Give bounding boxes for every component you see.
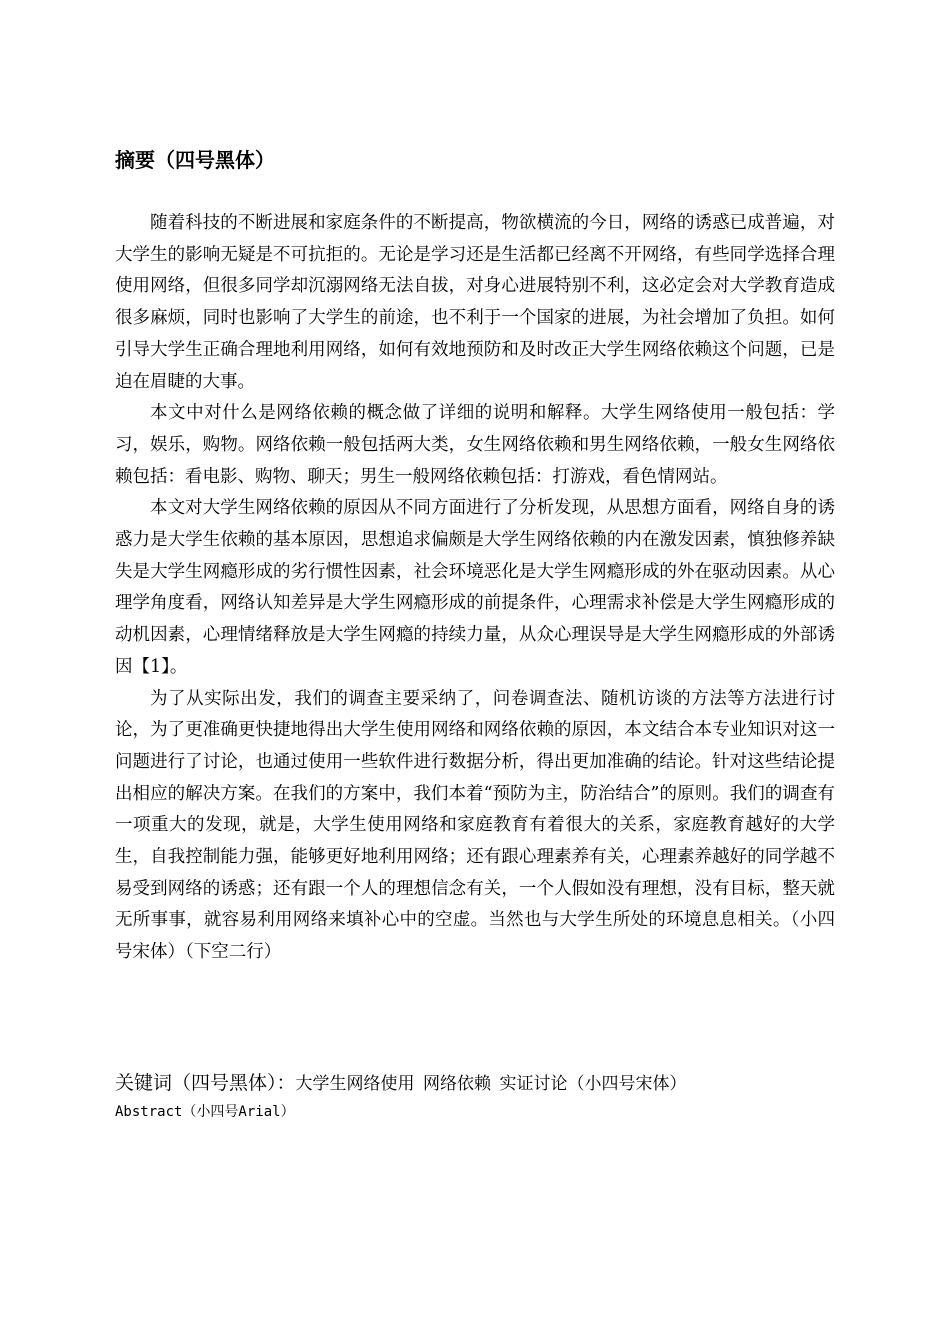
abstract-heading-en: Abstract（小四号Arial） (115, 1104, 295, 1120)
keywords-list (296, 1074, 687, 1094)
paragraph-4: 为了从实际出发，我们的调查主要采纳了，问卷调查法、随机访谈的方法等方法进行讨论，为了更准确更快捷地得出大学生使用网络和网络依赖的原因，本文结合本专业知识对这一问题进行了讨论，也通过使用一些软件进行数据分析，得出更加准确的结论。针对这些结论提出相应的解决方案。在我们的方案中，我们本着“预防为主，防治结合”的原则。我们的调查有一项重大的发现，就是，大学生使用网络和家庭教育有着很大的关系，家庭教育越好的大学生，自我控制能力强，能够更好地利用网络；还有跟心理素养有关，心理素养越好的同学越不易受到网络的诱惑；还有跟一个人的理想信念有关，一个人假如没有理想，没有目标，整天就无所事事，就容易利用网络来填补心中的空虚。当然也与大学生所处的环境息息相关。（小四号宋体）（下空二行） (115, 688, 835, 963)
keywords-label: 关键词（四号黑体）： (115, 1072, 296, 1094)
keyword-item: 实证讨论（小四号宋体） (499, 1074, 687, 1094)
paragraph-1: 随着科技的不断进展和家庭条件的不断提高，物欲横流的今日，网络的诱惑已成普遍，对大学生的影响无疑是不可抗拒的。无论是学习还是生活都已经离不开网络，有些同学选择合理使用网络，但很多同学却沉溺网络无法自拔，对身心进展特别不利，这必定会对大学教育造成很多麻烦，同时也影响了大学生的前途，也不利于一个国家的进展，为社会增加了负担。如何引导大学生正确合理地利用网络，如何有效地预防和及时改正大学生网络依赖这个问题，已是迫在眉睫的大事。 (115, 213, 835, 392)
keyword-item: 网络依赖 (423, 1074, 492, 1094)
abstract-heading-cn: 摘要（四号黑体） (115, 148, 275, 172)
paragraph-3: 本文对大学生网络依赖的原因从不同方面进行了分析发现，从思想方面看，网络自身的诱惑力是大学生依赖的基本原因，思想追求偏颇是大学生网络依赖的内在激发因素，慎独修养缺失是大学生网瘾形成的劣行惯性因素，社会环境恶化是大学生网瘾形成的外在驱动因素。从心理学角度看，网络认知差异是大学生网瘾形成的前提条件，心理需求补偿是大学生网瘾形成的动机因素，心理情绪释放是大学生网瘾的持续力量，从众心理误导是大学生网瘾形成的外部诱因【1】。 (115, 498, 835, 677)
keywords-line (115, 1068, 687, 1099)
paragraph-2: 本文中对什么是网络依赖的概念做了详细的说明和解释。大学生网络使用一般包括：学习，娱乐，购物。网络依赖一般包括两大类，女生网络依赖和男生网络依赖，一般女生网络依赖包括：看电影、购物、聊天；男生一般网络依赖包括：打游戏，看色情网站。 (115, 403, 835, 487)
keyword-item: 大学生网络使用 (295, 1074, 415, 1094)
abstract-body (115, 208, 835, 969)
